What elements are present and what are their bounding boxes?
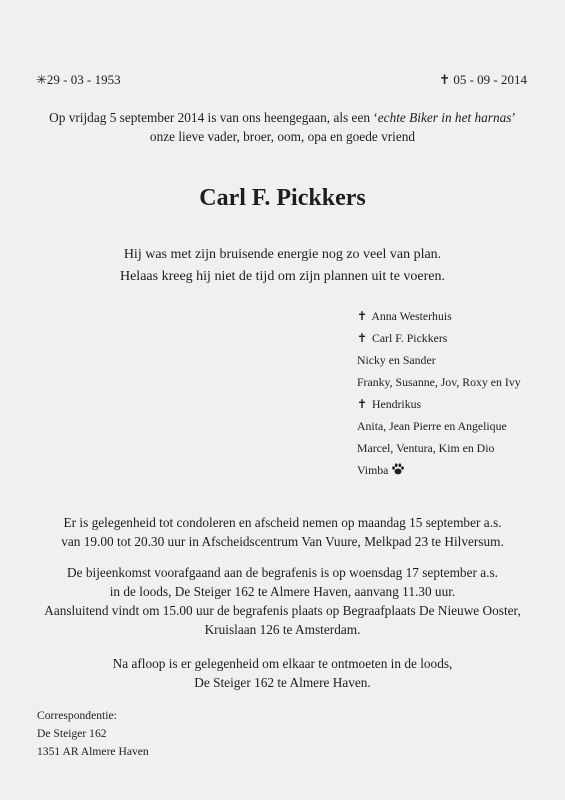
- cross-icon: ✝: [357, 397, 368, 411]
- deceased-name: Carl F. Pickkers: [199, 185, 366, 211]
- condolence-text: Er is gelegenheid tot condoleren en afscheid nemen op maandag 15 september a.s. van 19.00 tot 20.30 uur in Afscheidscentrum Van Vuure, Melkpad 23 te Hilversum.: [61, 515, 504, 549]
- death-date: [439, 72, 527, 88]
- correspondence-street: De Steiger 162: [37, 727, 107, 740]
- correspondence-city: 1351 AR Almere Haven: [37, 745, 149, 758]
- intro-text: [0, 108, 565, 146]
- family-item: Vimba: [357, 459, 521, 481]
- funeral-text: De bijeenkomst voorafgaand aan de begrafenis is op woensdag 17 september a.s. in de loods, De Steiger 162 te Almere Haven, aanvang 11.30 uur. Aansluitend vindt om 15.00 uur de begrafenis plaats op Begraafplaats De Nieuwe Ooster, Kruislaan 126 te Amsterdam.: [44, 565, 521, 637]
- intro-italic-phrase: echte Biker in het harnas: [377, 110, 512, 125]
- paw-print-icon: [391, 462, 405, 476]
- death-cross-icon: ✝: [439, 72, 451, 87]
- family-item: ✝ Hendrikus: [357, 393, 521, 415]
- verse-line: Helaas kreeg hij niet de tijd om zijn plannen uit te voeren.: [119, 269, 445, 284]
- intro-line-2: onze lieve vader, broer, oom, opa en goede vriend: [149, 129, 416, 144]
- verse-line: Hij was met zijn bruisende energie nog zo veel van plan.: [123, 247, 442, 262]
- gathering-text: Na afloop is er gelegenheid om elkaar te ontmoeten in de loods, De Steiger 162 te Almere Haven.: [112, 656, 453, 690]
- birth-date-text: 29 - 03 - 1953: [46, 72, 121, 87]
- family-item: Franky, Susanne, Jov, Roxy en Ivy: [357, 375, 521, 389]
- family-item: Anita, Jean Pierre en Angelique: [357, 419, 507, 433]
- family-item: ✝ Carl F. Pickkers: [357, 327, 521, 349]
- family-item: Marcel, Ventura, Kim en Dio: [357, 441, 495, 455]
- death-date-text: 05 - 09 - 2014: [453, 72, 527, 87]
- birth-date: [36, 72, 121, 88]
- cross-icon: ✝: [357, 331, 368, 345]
- family-item: Nicky en Sander: [357, 353, 436, 367]
- birth-star-icon: ✳: [36, 72, 47, 87]
- cross-icon: ✝: [357, 309, 368, 323]
- family-list: [357, 305, 521, 481]
- family-item: ✝ Anna Westerhuis: [357, 305, 521, 327]
- intro-line-1: Op vrijdag 5 september 2014 is van ons heengegaan, als een ‘echte Biker in het harnas’: [49, 110, 516, 125]
- verse: [0, 244, 565, 288]
- correspondence-label: Correspondentie:: [37, 709, 117, 722]
- correspondence-address: [37, 707, 149, 761]
